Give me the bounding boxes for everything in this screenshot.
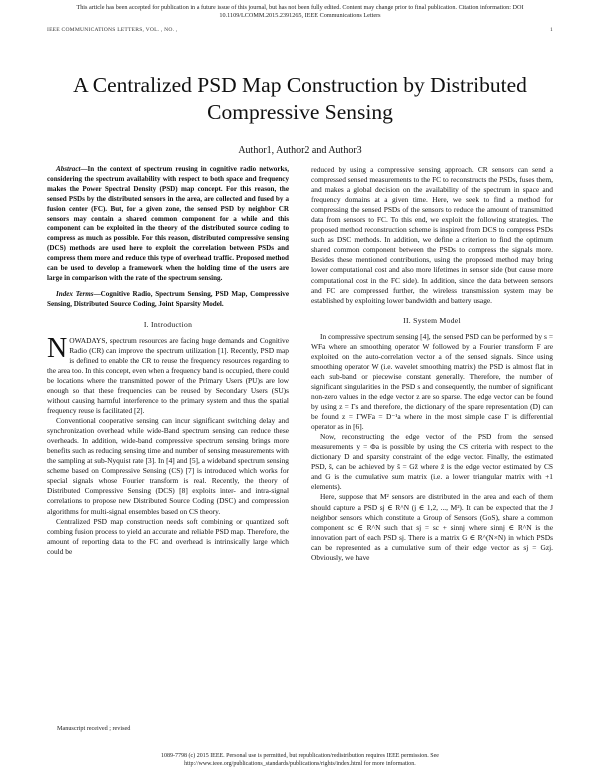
index-terms (47, 290, 289, 310)
abstract-text: —In the context of spectrum reusing in cognitive radio networks, considering the spectrum availability with respect to both space and frequency makes the Power Spectral Density (PSD) map concept. For this reason, the sensed PSDs by the distributed sensors in the area, are collected and fused by a fusion center (FC). But, for a given zone, the sensed PSD by neighbor CR sensors may contain a shared common component for a while and this component can be exploited in the theory of the distributed source coding to compress as much as possible. For this reason, distributed compressive sensing (DCS) methods are used here to exploit the correlation between PSDs and compress them more and reduce this type of overhead traffic. Proposed method can be used to develop a framework when the holding time of the users are large in comparison with the rate of the spectrum sensing. (47, 165, 289, 282)
left-column (47, 165, 289, 720)
intro-paragraph-1-text: OWADAYS, spectrum resources are facing huge demands and Cognitive Radio (CR) can improve the spectrum utilization [1]. Recently, PSD map is defined to enable the CR to reuse the frequency resources regarding to the area too. In this concept, even when a frequency band is occupied, there could be locations where the transmitted power of the Primary Users (PU)s are low enough so that these frequencies can be reused by Secondary Users (SU)s without causing harmful interference to the primary system and thus the spatial frequency reuse is facilitated [2]. (47, 335, 289, 416)
author-list: Author1, Author2 and Author3 (238, 145, 362, 156)
running-header (47, 27, 553, 33)
footer-line-2: http://www.ieee.org/publications_standards/publications/rights/index.html for more information. (184, 761, 416, 767)
system-model-paragraph-3: Here, suppose that M² sensors are distributed in the area and each of them should capture a PSD sj ∈ R^N (j ∈ 1,2, ..., M²). It can be expected that the J neighbor sensors which constitute a Group of Sensors (GoS), share a common component sc ∈ R^N such that sj = sc + sinnj where sinnj ∈ R^N is the innovation part of each PSD sj. There is a matrix G ∈ R^(N×N) in which PSDs can be represented as a cumulative sum of their edge vector as sj = Gzj. Obviously, we have (311, 492, 553, 562)
publication-notice (0, 4, 600, 20)
notice-line-2: 10.1109/LCOMM.2015.2391265, IEEE Communications Letters (219, 12, 381, 19)
page-number: 1 (550, 27, 553, 33)
system-model-paragraph-2: Now, reconstructing the edge vector of the PSD from the sensed measurements y = Φa is possible by using the CS criteria with respect to the dictionary D and sparsity constraint of the edge vector. Finally, the estimated PSD, ŝ, can be achieved by ŝ = Gẑ where ẑ is the edge vector estimated by CS and G is the cumulative sum matrix (i.e. a lower triangular matrix with +1 elements). (311, 432, 553, 492)
index-terms-label: Index Terms (56, 289, 94, 298)
system-model-paragraph-1: In compressive spectrum sensing [4], the sensed PSD can be performed by s = WFa where an smoothing operator W followed by a Fourier transform F are exploited on the auto-correlation vector a of the sensed signals. Since using smoothing operator W (i.e. wavelet smoothing matrix) the PSD is almost flat in each sub-band or piecewise constant generally. Therefore, the number of significant singularities in the PSD s and consequently, the number of significant non-zero values in the edge vector z are so sparse. The edge vector can be found by using z = Γs and therefore, the dictionary of the spare representation (D) can be found z = ΓWFa = D⁻¹a where in the most simple case Γ is differential operator as in [6]. (311, 331, 553, 432)
intro-continuation: reduced by using a compressive sensing approach. CR sensors can send a compressed sensed measurements to the FC to reconstructs the PSDs, fuses them, and makes a global decision on the availability of the spectrum in space and frequency domains at a given time. Here, we seek to find a method for compressing the sensed PSDs of the sensors to reduce the amount of transmitted data from sensors to FC. To this end, we exploit the following strategies. The proposed method reconstruction scheme is inspired from DCS to compress PSDs such as DSC methods. In addition, we define a criterion to find the optimum shared common component between the PSDs to compress the signals more. Besides these mentioned contributions, using the proposed method may bring lower computational cost and also more lifetimes in sensor side (but cause more computational cost in the FC side). In addition, since the data between sensors and FC are compressed further, the wireless transmission system may be established by exploiting lower bandwidth and battery usage. (311, 165, 553, 305)
journal-name: IEEE COMMUNICATIONS LETTERS, VOL. , NO. , (47, 27, 178, 33)
intro-paragraph-2: Conventional cooperative sensing can incur significant switching delay and synchronization overhead while wide-Band spectrum sensing can reduce these overheads. In addition, wide-band compressive spectrum sensing brings more benefits such as reducing sensing time and number of sensing measurements with the sampling at sub-Nyquist rate [3]. In [4] and [5], a wideband spectrum sensing scheme based on Compressive Sensing (CS) [7] is introduced which works for special signals whose Fourier transform is real. Recently, the theory of Distributed Compressive Sensing (DCS) [8] exploits inter- and intra-signal correlations to propose new Distributed Source Coding (DSC) and compression algorithms for multi-signal ensembles based on CS theory. (47, 416, 289, 516)
intro-paragraph-1 (47, 332, 289, 416)
intro-paragraph-3: Centralized PSD map construction needs soft combining or quantized soft combing fusion process to yield an accurate and reliable PSD map. Therefore, the amount of reporting data to the FC and overhead is intrinsically large which could be (47, 516, 289, 556)
right-column (311, 165, 553, 725)
drop-cap: N (47, 332, 68, 364)
abstract (47, 165, 289, 284)
section-heading-introduction: I. Introduction (143, 319, 193, 329)
index-terms-text: —Cognitive Radio, Spectrum Sensing, PSD Map, Compressive Sensing, Distributed Source Coding, Joint Sparsity Model. (47, 289, 289, 308)
copyright-footer (0, 752, 600, 768)
paper-title: A Centralized PSD Map Construction by Distributed Compressive Sensing (73, 73, 527, 125)
section-heading-system-model: II. System Model (403, 315, 461, 325)
manuscript-note: Manuscript received ; revised (57, 725, 131, 732)
notice-line-1: This article has been accepted for publication in a future issue of this journal, but has not been fully edited. Content may change prior to final publication. Citation information: DOI (76, 4, 524, 11)
footer-line-1: 1089-7798 (c) 2015 IEEE. Personal use is permitted, but republication/redistribution requires IEEE permission. See (161, 753, 439, 759)
abstract-label: Abstract (56, 165, 81, 173)
